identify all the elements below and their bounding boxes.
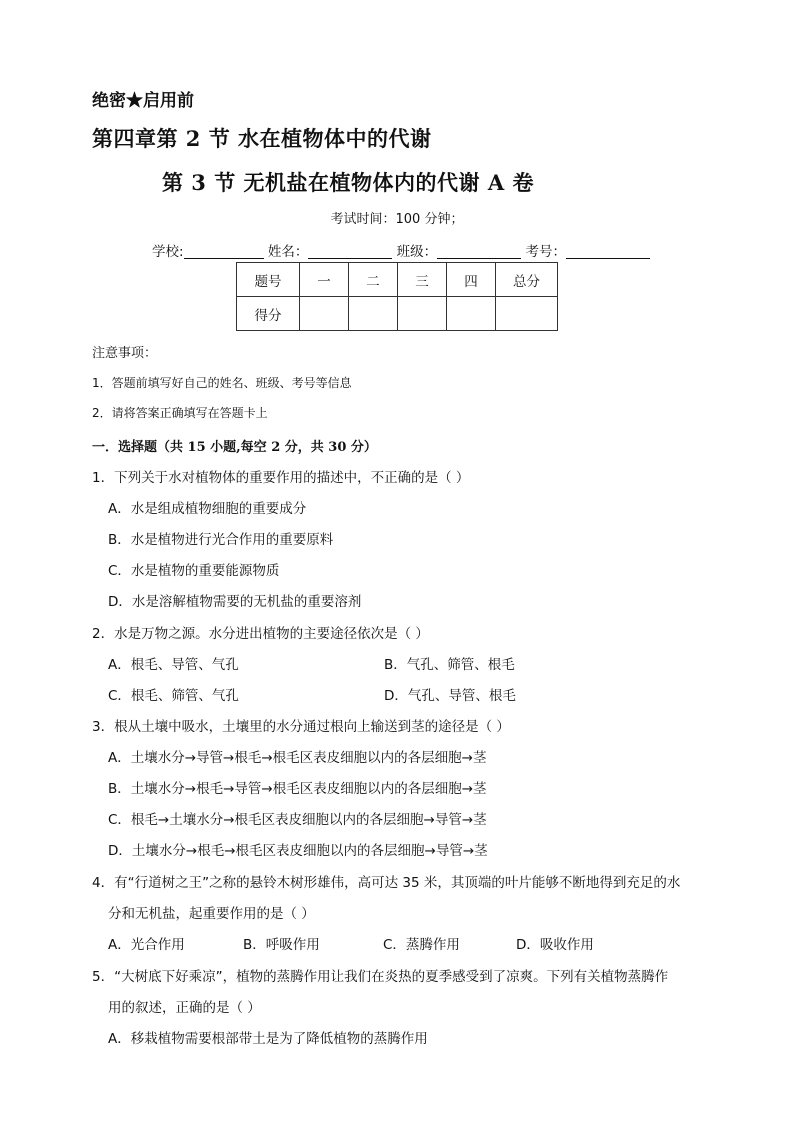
score-cell[interactable] (496, 297, 558, 331)
note-item: 2．请将答案正确填写在答题卡上 (92, 406, 268, 420)
name-label: 姓名： (267, 244, 309, 260)
score-table-score-row (237, 297, 558, 331)
question-option[interactable]: C．根毛→土壤水分→根毛区表皮细胞以内的各层细胞→导管→茎 (108, 812, 487, 828)
question-option[interactable]: C．水是植物的重要能源物质 (108, 563, 280, 579)
number-label: 考号： (525, 244, 566, 260)
score-table (236, 262, 558, 331)
score-header-cell: 四 (447, 263, 496, 297)
class-label: 班级： (396, 244, 438, 260)
score-header-cell: 题号 (237, 263, 300, 297)
question-option[interactable]: B．呼吸作用 (243, 937, 320, 953)
notes-heading: 注意事项： (92, 346, 158, 361)
question-option[interactable]: D．气孔、导管、根毛 (384, 688, 516, 704)
student-info-row (152, 240, 650, 260)
score-header-cell: 三 (398, 263, 447, 297)
score-cell[interactable] (300, 297, 349, 331)
section-heading: 一．选择题（共 15 小题,每空 2 分，共 30 分） (92, 440, 377, 455)
name-blank (308, 244, 392, 259)
score-header-cell: 总分 (496, 263, 558, 297)
exam-time: 考试时间：100 分钟； (330, 212, 464, 227)
school-label: 学校: (152, 244, 184, 260)
question-stem: 1．下列关于水对植物体的重要作用的描述中，不正确的是（ ） (92, 470, 470, 486)
score-row-label: 得分 (237, 297, 300, 331)
question-stem-continued: 分和无机盐，起重要作用的是（ ） (108, 906, 315, 922)
page-title-line1: 第四章第 2 节 水在植物体中的代谢 (92, 126, 432, 151)
question-option[interactable]: A．根毛、导管、气孔 (108, 657, 239, 673)
question-stem-continued: 用的叙述，正确的是（ ） (108, 1000, 261, 1016)
question-option[interactable]: A．土壤水分→导管→根毛→根毛区表皮细胞以内的各层细胞→茎 (108, 750, 487, 766)
school-blank (184, 244, 264, 259)
number-blank (566, 244, 650, 259)
question-option[interactable]: A．光合作用 (108, 937, 185, 953)
question-option[interactable]: B．气孔、筛管、根毛 (384, 657, 515, 673)
page-title-line2: 第 3 节 无机盐在植物体内的代谢 A 卷 (162, 170, 534, 195)
question-option[interactable]: A．水是组成植物细胞的重要成分 (108, 501, 307, 517)
question-option[interactable]: D．水是溶解植物需要的无机盐的重要溶剂 (108, 594, 362, 610)
question-stem: 4．有“行道树之王”之称的悬铃木树形雄伟，高可达 35 米，其顶端的叶片能够不断地得到充足的水 (92, 875, 681, 891)
question-option[interactable]: D．吸收作用 (516, 937, 594, 953)
question-stem: 2．水是万物之源。水分进出植物的主要途径依次是（ ） (92, 626, 429, 642)
question-option[interactable]: D．土壤水分→根毛→根毛区表皮细胞以内的各层细胞→导管→茎 (108, 843, 488, 859)
question-stem: 3．根从土壤中吸水，土壤里的水分通过根向上输送到茎的途径是（ ） (92, 719, 510, 735)
class-blank (437, 244, 521, 259)
question-option[interactable]: C．根毛、筛管、气孔 (108, 688, 239, 704)
question-option[interactable]: B．水是植物进行光合作用的重要原料 (108, 532, 334, 548)
note-item: 1．答题前填写好自己的姓名、班级、考号等信息 (92, 376, 352, 390)
score-table-header-row (237, 263, 558, 297)
secret-label: 绝密★启用前 (92, 91, 194, 111)
score-cell[interactable] (349, 297, 398, 331)
score-header-cell: 二 (349, 263, 398, 297)
question-stem: 5．“大树底下好乘凉”，植物的蒸腾作用让我们在炎热的夏季感受到了凉爽。下列有关植物蒸腾作 (92, 969, 669, 985)
question-option[interactable]: C．蒸腾作用 (383, 937, 460, 953)
question-option[interactable]: B．土壤水分→根毛→导管→根毛区表皮细胞以内的各层细胞→茎 (108, 781, 487, 797)
question-option[interactable]: A．移栽植物需要根部带土是为了降低植物的蒸腾作用 (108, 1031, 428, 1047)
score-cell[interactable] (398, 297, 447, 331)
score-cell[interactable] (447, 297, 496, 331)
score-header-cell: 一 (300, 263, 349, 297)
